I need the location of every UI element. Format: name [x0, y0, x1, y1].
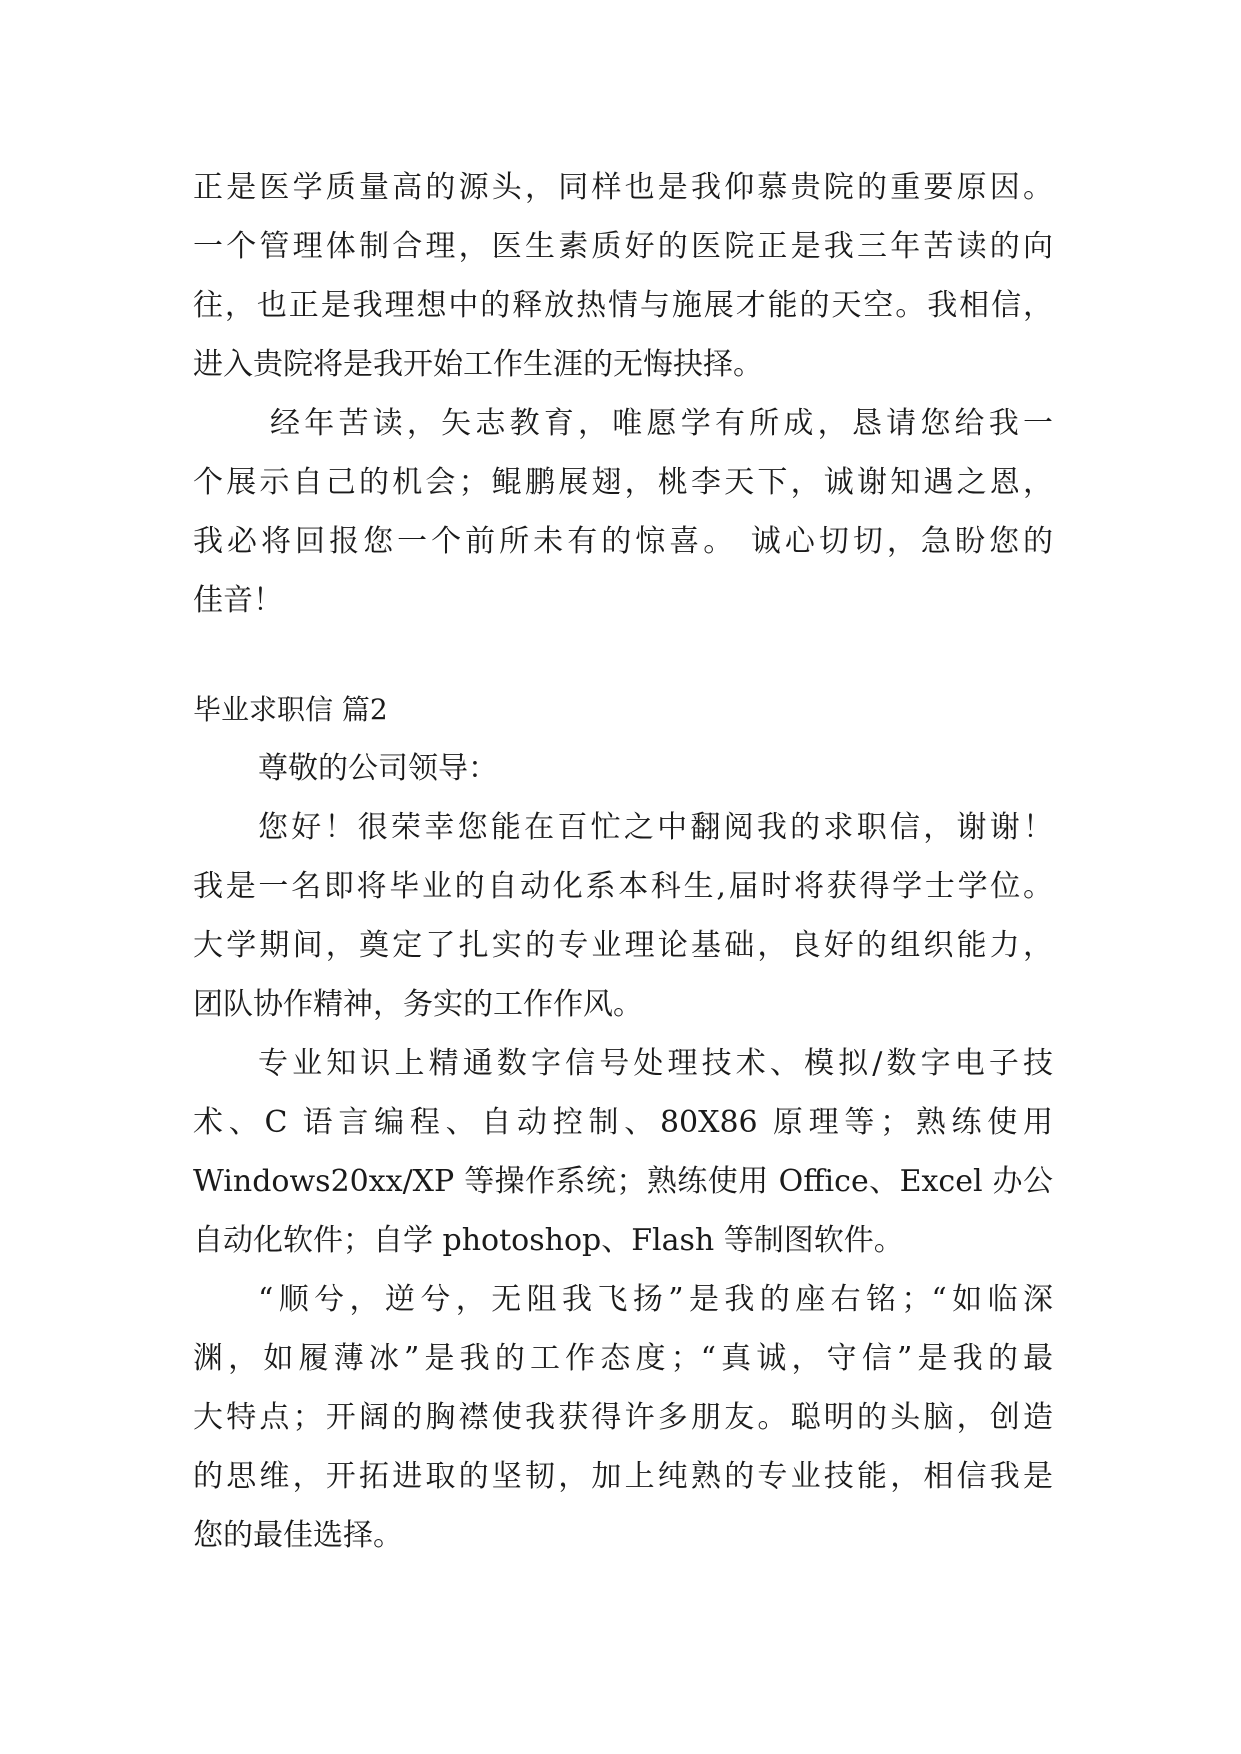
- paragraph-line: 一个管理体制合理，医生素质好的医院正是我三年苦读的向: [193, 229, 1053, 264]
- paragraph-line: 的思维，开拓进取的坚韧，加上纯熟的专业技能，相信我是: [193, 1459, 1053, 1494]
- paragraph-line: 个展示自己的机会；鲲鹏展翅，桃李天下，诚谢知遇之恩，: [193, 465, 1053, 500]
- paragraph-line: 我是一名即将毕业的自动化系本科生,届时将获得学士学位。: [193, 869, 1053, 904]
- paragraph-line: 术、C 语言编程、自动控制、80X86 原理等；熟练使用: [193, 1105, 1053, 1140]
- paragraph-line: 渊，如履薄冰”是我的工作态度；“真诚，守信”是我的最: [193, 1341, 1053, 1376]
- paragraph-line: “顺兮，逆兮，无阻我飞扬”是我的座右铭；“如临深: [258, 1282, 1053, 1317]
- paragraph-line: 大特点；开阔的胸襟使我获得许多朋友。聪明的头脑，创造: [193, 1400, 1053, 1435]
- paragraph-line: 团队协作精神，务实的工作作风。: [193, 987, 643, 1022]
- paragraph-line: 自动化软件；自学 photoshop、Flash 等制图软件。: [193, 1223, 904, 1258]
- paragraph-line: 经年苦读，矢志教育，唯愿学有所成，恳请您给我一: [270, 406, 1053, 441]
- paragraph-line: Windows20xx/XP 等操作系统；熟练使用 Office、Excel 办公: [193, 1164, 1053, 1199]
- section-heading: 毕业求职信 篇2: [193, 693, 388, 726]
- paragraph-line: 往，也正是我理想中的释放热情与施展才能的天空。我相信，: [193, 288, 1053, 323]
- paragraph-line: 我必将回报您一个前所未有的惊喜。 诚心切切，急盼您的: [193, 524, 1053, 559]
- paragraph-line: 佳音！: [193, 583, 283, 618]
- paragraph-line: 您好！很荣幸您能在百忙之中翻阅我的求职信，谢谢！: [258, 810, 1053, 845]
- paragraph-line: 进入贵院将是我开始工作生涯的无悔抉择。: [193, 347, 763, 382]
- paragraph-line: 正是医学质量高的源头，同样也是我仰慕贵院的重要原因。: [193, 170, 1053, 205]
- paragraph-line: 您的最佳选择。: [193, 1518, 403, 1553]
- paragraph-line: 专业知识上精通数字信号处理技术、模拟/数字电子技: [258, 1046, 1053, 1081]
- paragraph-line: 大学期间，奠定了扎实的专业理论基础，良好的组织能力，: [193, 928, 1053, 963]
- salutation: 尊敬的公司领导：: [258, 751, 498, 786]
